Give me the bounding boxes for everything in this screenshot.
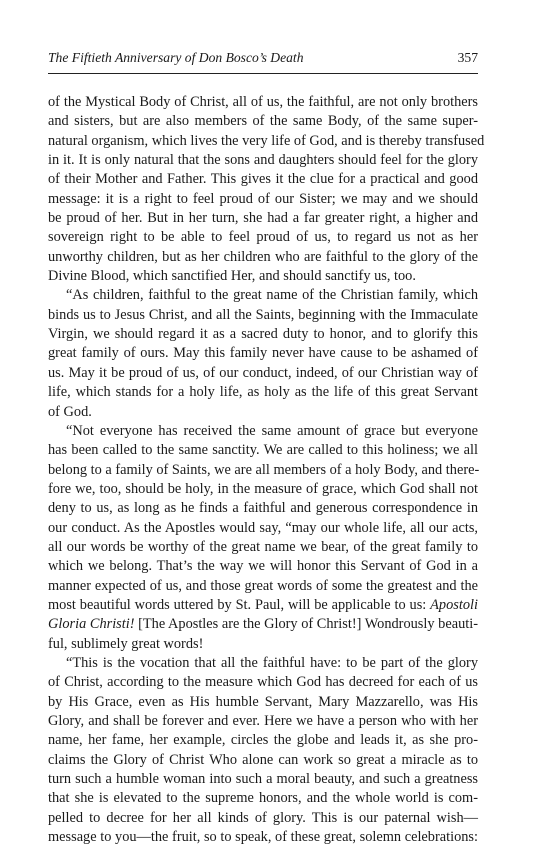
text-line: in it. It is only natural that the sons and daughters should feel for the glory bbox=[48, 152, 478, 169]
text-line bbox=[48, 596, 478, 615]
text-line: us. May it be proud of us, of our conduct, indeed, of our Christian way of bbox=[48, 364, 478, 381]
text-line: “Not everyone has received the same amount of grace but everyone bbox=[66, 422, 478, 439]
text-line: pelled to decree for her all kinds of glory. This is our paternal wish— bbox=[48, 809, 478, 826]
latin-phrase: Apostoli bbox=[430, 596, 478, 613]
text-line: all our words be worthy of the great name we bear, of the great family to bbox=[48, 538, 478, 555]
text-line: fore we, too, should be holy, in the measure of grace, which God shall not bbox=[48, 480, 478, 497]
running-head bbox=[48, 50, 478, 72]
text-line: claims the Glory of Christ Who alone can work so great a miracle as to bbox=[48, 751, 478, 768]
text-line: be proud of her. But in her turn, she had a far greater right, a higher and bbox=[48, 210, 478, 227]
text-segment: most beautiful words uttered by St. Paul, will be applicable to us: bbox=[48, 596, 431, 613]
text-line: turn such a humble woman into such a moral beauty, and such a greatness bbox=[48, 771, 478, 788]
text-line: Virgin, we should regard it as a sacred duty to honor, and to glorify this bbox=[48, 326, 478, 343]
text-line: our conduct. As the Apostles would say, “may our whole life, all our acts, bbox=[48, 519, 478, 536]
text-line: “As children, faithful to the great name of the Christian family, which bbox=[66, 287, 478, 304]
text-line bbox=[48, 615, 478, 634]
paragraph-2 bbox=[48, 286, 478, 421]
text-line: Divine Blood, which sanctified Her, and should sanctify us, too. bbox=[48, 268, 416, 285]
text-line: and sisters, but are also members of the same Body, of the same super- bbox=[48, 113, 478, 130]
text-segment: [The Apostles are the Glory of Christ!] Wondrously beauti- bbox=[134, 616, 478, 633]
text-line: name, her fame, her example, circles the globe and leads it, as she pro- bbox=[48, 732, 478, 749]
paragraph-3 bbox=[48, 422, 478, 654]
text-line: great family of ours. May this family never have cause to be ashamed of bbox=[48, 345, 478, 362]
text-line: message: it is a right to feel proud of our Sister; we may and we should bbox=[48, 190, 478, 207]
paragraph-1 bbox=[48, 93, 485, 286]
text-line: which we belong. That’s the way we will honor this Servant of God in a bbox=[48, 558, 478, 575]
text-line: message to you—the fruit, so to speak, of these great, solemn celebrations: bbox=[48, 829, 478, 846]
text-line: natural organism, which lives the very life of God, and is thereby transfused bbox=[48, 132, 485, 149]
text-line: Glory, and shall be forever and ever. Here we have a person who with her bbox=[48, 713, 478, 729]
text-line: manner expected of us, and those great words of some the greatest and the bbox=[48, 577, 478, 594]
text-line: of God. bbox=[48, 403, 92, 420]
latin-phrase: Gloria Christi! bbox=[48, 616, 135, 633]
running-title: The Fiftieth Anniversary of Don Bosco’s Death bbox=[48, 50, 304, 65]
text-line: of Christ, according to the measure which God has decreed for each of us bbox=[48, 674, 478, 691]
text-line: of the Mystical Body of Christ, all of us, the faithful, are not only brothers bbox=[48, 94, 478, 110]
text-line: sovereign right to be able to feel proud of us, to regard us not as her bbox=[48, 229, 478, 246]
text-line: by His Grace, even as His humble Servant, Mary Mazzarello, was His bbox=[48, 693, 478, 710]
text-line: life, which stands for a holy life, as holy as the life of this great Servant bbox=[48, 384, 478, 401]
text-line: that she is elevated to the supreme honors, and the whole world is com- bbox=[48, 790, 478, 807]
text-line: has been called to the same sanctity. We are called to this holiness; we all bbox=[48, 442, 478, 459]
text-line: ful, sublimely great words! bbox=[48, 635, 204, 652]
text-line: deny to us, as long as he finds a faithful and generous correspondence in bbox=[48, 500, 478, 517]
paragraph-4 bbox=[48, 654, 478, 847]
page-number: 357 bbox=[457, 50, 478, 65]
body-text bbox=[48, 93, 485, 847]
text-line: unworthy children, but as her children who are faithful to the glory of the bbox=[48, 248, 478, 265]
text-line: binds us to Jesus Christ, and all the Saints, beginning with the Immaculate bbox=[48, 306, 478, 323]
text-line: “This is the vocation that all the faithful have: to be part of the glory bbox=[66, 654, 478, 671]
text-line: belong to a family of Saints, we are all members of a holy Body, and there- bbox=[48, 461, 480, 478]
header-rule bbox=[48, 73, 478, 74]
text-line: of their Mother and Father. This gives it the clue for a practical and good bbox=[48, 171, 478, 188]
